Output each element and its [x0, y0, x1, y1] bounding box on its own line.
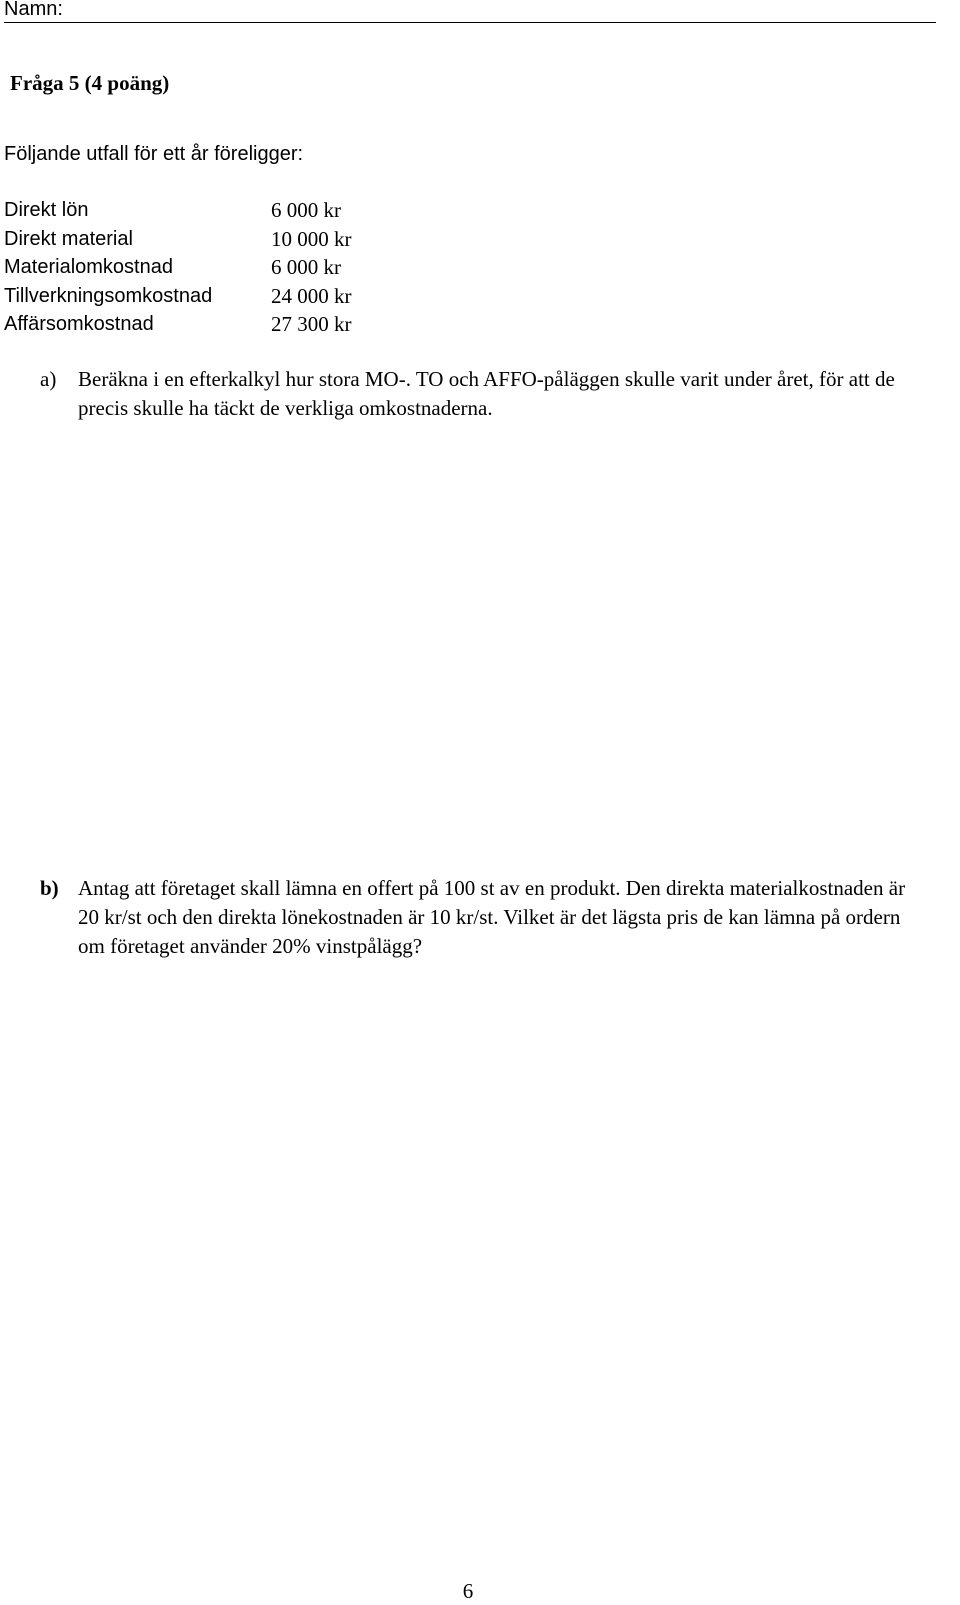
name-label: Namn: [4, 0, 63, 20]
cost-label: Affärsomkostnad [4, 313, 154, 335]
cost-label: Direkt material [4, 227, 133, 250]
cost-row [4, 310, 424, 339]
cost-label: Direkt lön [4, 199, 89, 221]
task-marker: b) [40, 876, 59, 900]
task-text: Antag att företaget skall lämna en offert på 100 st av en produkt. Den direkta materialkostnaden är 20 kr/st och den direkta lönekostnaden är 10 kr/st. Vilket är det lägsta pris de kan lämna på ordern om företaget använder 20% vinstpålägg? [78, 876, 906, 958]
cost-row [4, 225, 424, 254]
task-text: Beräkna i en efterkalkyl hur stora MO-. TO och AFFO-påläggen skulle varit under året, för att de precis skulle ha täckt de verkliga omkostnaderna. [78, 367, 895, 420]
cost-table [4, 196, 424, 339]
task-a [40, 365, 920, 423]
cost-value: 6 000 kr [271, 198, 341, 222]
task-marker: a) [40, 367, 57, 391]
question-title: Fråga 5 (4 poäng) [10, 71, 170, 95]
cost-value: 24 000 kr [271, 283, 352, 308]
cost-row [4, 196, 424, 225]
question-intro: Följande utfall för ett år föreligger: [4, 143, 304, 165]
cost-label: Tillverkningsomkostnad [4, 284, 213, 307]
task-b [40, 874, 920, 961]
cost-value: 27 300 kr [271, 312, 352, 336]
page-number: 6 [462, 1579, 474, 1603]
cost-value: 10 000 kr [271, 226, 352, 251]
name-field [4, 0, 936, 23]
cost-label: Materialomkostnad [4, 256, 173, 278]
cost-value: 6 000 kr [271, 255, 341, 279]
cost-row [4, 282, 424, 311]
cost-row [4, 253, 424, 282]
